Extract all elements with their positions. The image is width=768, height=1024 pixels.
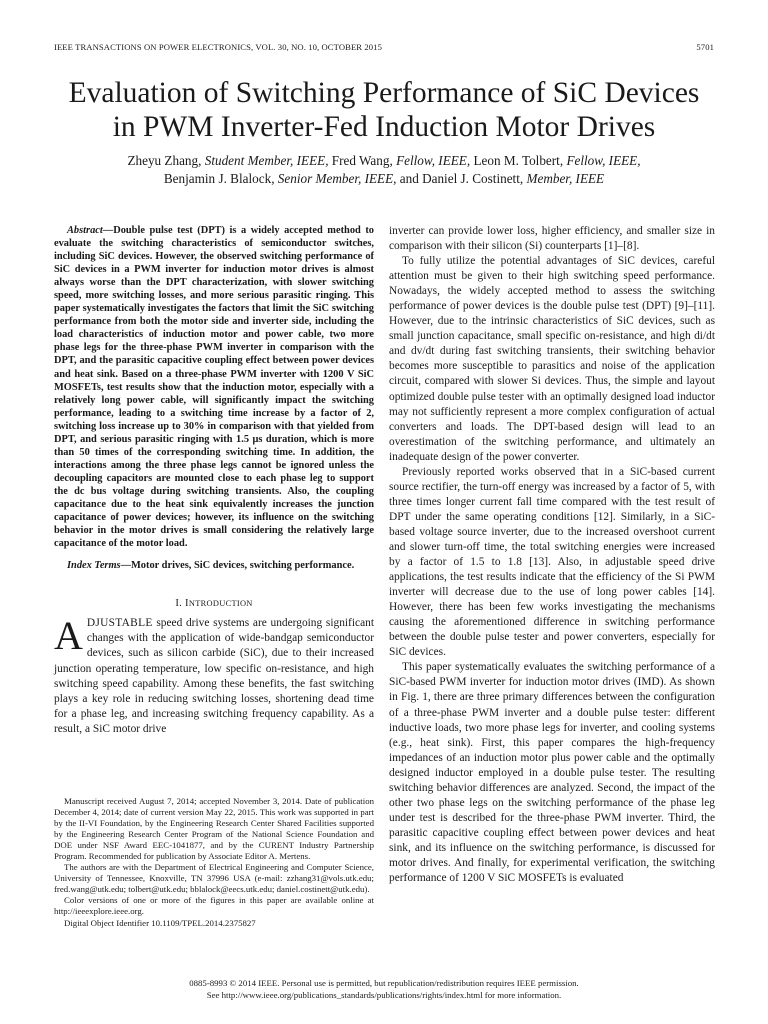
copyright-line: 0885-8993 © 2014 IEEE. Personal use is permitted, but republication/redistribution requires IEEE permission. xyxy=(189,978,579,988)
drop-cap: A xyxy=(54,613,83,659)
abstract-label: Abstract xyxy=(67,225,103,236)
journal-citation: IEEE TRANSACTIONS ON POWER ELECTRONICS, VOL. 30, NO. 10, OCTOBER 2015 xyxy=(54,42,382,52)
body-paragraph: To fully utilize the potential advantages of SiC devices, careful attention must be given to their high switching speed performance. Nowadays, the widely accepted method to assess the switching performance of power devices is the double pulse test (DPT) [9]–[11]. However, due to the intrinsic characteristics of SiC devices, such as small junction capacitance, small specific on-resistance, and high di/dt and dv/dt during fast switching transients, their switching behavior becomes more susceptible to parasitics and noise of the application circuit, compared with slower Si devices. Thus, the simple and layout optimized double pulse tester with an optimally designed load inductor may not sufficiently represent a more complex configuration of actual converters and loads. The DPT-based design will lead to an overestimation of the switching performance, and ultimately an inadequate design of the power converter. xyxy=(389,255,715,463)
page-number: 5701 xyxy=(696,42,714,52)
copyright-notice xyxy=(54,977,714,1001)
author-name: Leon M. Tolbert, xyxy=(473,153,564,168)
left-column xyxy=(54,224,374,737)
author-affiliation: The authors are with the Department of Electrical Engineering and Computer Science, University of Tennessee, Knoxville, TN 37996 USA (e-mail: zzhang31@vols.utk.edu; fred.wang@utk.edu; tolbert@utk.edu; bblalock@eecs.utk.edu; daniel.costinett@utk.edu). xyxy=(54,862,374,895)
manuscript-note: Manuscript received August 7, 2014; accepted November 3, 2014. Date of publication December 4, 2014; date of current version May 22, 2015. This work was supported in part by the II-VI Foundation, by the Engineering Research Center Shared Facilities supported by the Engineering Research Center Program of the National Science Foundation and DOE under NSF Award EEC-1041877, and by the CURENT Industry Partnership Program. Recommended for publication by Associate Editor A. Mertens. xyxy=(54,796,374,862)
abstract-text: —Double pulse test (DPT) is a widely accepted method to evaluate the switching characteristics of semiconductor switches, including SiC devices. However, the observed switching performance of SiC devices in a PWM inverter for induction motor drives is almost always worse than the DPT characterization, with slower switching speed, more switching losses, and more serious parasitic ringing. This paper systematically investigates the factors that limit the SiC switching performance from both the motor side and inverter side, including the load characteristics of induction motor and power cable, two more phase legs for the three-phase PWM inverter in comparison with the DPT, and the parasitic capacitive coupling effect between power devices and heat sink. Based on a three-phase PWM inverter with 1200 V SiC MOSFETs, test results show that the induction motor, especially with a relatively long power cable, will significantly impact the switching performance, leading to a switching time increase by a factor of 2, switching loss increase up to 30% in comparison with that yielded from DPT, and serious parasitic ringing with 1.5 μs duration, which is more than 50 times of the corresponding switching time. In addition, the interactions among the three phase legs cannot be ignored unless the decoupling capacitors are mounted close to each phase leg to support the dc bus voltage during switching transients. Also, the coupling capacitance due to the heat sink equivalently increases the junction capacitance of power devices; however, its influence on the switching behavior in the motor drives is small considering the relatively large capacitance of the motor load. xyxy=(54,225,374,550)
body-paragraph: inverter can provide lower loss, higher efficiency, and smaller size in comparison with their silicon (Si) counterparts [1]–[8]. xyxy=(389,225,715,253)
author-name: Benjamin J. Blalock, xyxy=(163,171,275,186)
body-paragraph: This paper systematically evaluates the switching performance of a SiC-based PWM inverter for induction motor drives (IMD). As shown in Fig. 1, there are three primary differences between the configuration of a three-phase PWM inverter and a double pulse tester: different inductive loads, two more phase legs for inverter, and cooling systems (e.g., heat sink). First, this paper compares the high-frequency impedances of an induction motor plus power cable and the optimally designed inductor employed in a double pulse tester. The resulting switching behavior differences are analyzed. Second, the impact of the other two phase legs on the switching performance of the phase leg under test is described for the three-phase PWM inverter. Third, the parasitic capacitive coupling effect between power devices and heat sink, and its influence on the switching performance, is discussed for motor drives. And finally, for experimental verification, the switching performance of 1200 V SiC MOSFETs is evaluated xyxy=(389,661,715,885)
section-number: I. I xyxy=(175,598,189,610)
abstract xyxy=(54,224,374,550)
title-line-2: in PWM Inverter-Fed Induction Motor Drives xyxy=(112,111,656,143)
index-terms-label: Index Terms xyxy=(67,560,121,572)
right-column xyxy=(389,224,715,886)
section-heading xyxy=(54,598,374,609)
author-membership: Fellow, IEEE, xyxy=(396,153,471,168)
doi-line: Digital Object Identifier 10.1109/TPEL.2014.2375827 xyxy=(64,917,256,928)
body-paragraph: Previously reported works observed that in a SiC-based current source rectifier, the turn-off energy was increased by a factor of 5, with three times longer current fall time compared with the test result of DPT under the same operating conditions [12]. Similarly, in a SiC-based voltage source inverter, due to the increased overshoot current and slower turn-off time, the total switching energies were increased by a factor of 1.5 to 1.8 [13]. Also, in adjustable speed drive applications, the test results indicate that the efficiency of the Si PWM inverter will decrease due to the use of long power cables [14]. However, there has been few works investigating the mechanisms causing the aforementioned difference in switching performance between the double pulse tester and power converters, especially for SiC devices. xyxy=(389,465,715,659)
footnote xyxy=(54,796,374,929)
intro-paragraph xyxy=(54,613,374,737)
index-terms-text: —Motor drives, SiC devices, switching performance. xyxy=(120,560,355,572)
author-membership: Member, IEEE xyxy=(526,171,605,186)
author-name: and Daniel J. Costinett, xyxy=(399,171,524,186)
author-list xyxy=(40,152,728,188)
index-terms xyxy=(54,559,374,572)
author-membership: Senior Member, IEEE, xyxy=(277,171,397,186)
author-name: Fred Wang, xyxy=(331,153,393,168)
title-line-1: Evaluation of Switching Performance of SiC Devices xyxy=(68,77,700,109)
section-title: NTRODUCTION xyxy=(188,599,253,609)
rights-url-line: See http://www.ieee.org/publications_standards/publications/rights/index.html for more information. xyxy=(206,990,562,1000)
paper-title xyxy=(40,76,728,144)
color-figures-note: Color versions of one or more of the figures in this paper are available online at http://ieeexplore.ieee.org. xyxy=(54,895,374,917)
intro-first-word: DJUSTABLE xyxy=(86,617,153,630)
running-header xyxy=(54,42,714,56)
author-membership: Fellow, IEEE, xyxy=(566,153,641,168)
author-name: Zheyu Zhang, xyxy=(127,153,202,168)
author-membership: Student Member, IEEE, xyxy=(204,153,329,168)
intro-text: speed drive systems are undergoing significant changes with the application of wide-bandgap semiconductor devices, such as silicon carbide (SiC), due to their increased junction operating temperature, low specific on-resistance, and high switching speed capability. Among these benefits, the fast switching plays a key role in reducing switching losses, shortening dead time for a phase leg, and increasing switching frequency capability. As a result, a SiC motor drive xyxy=(54,617,374,735)
